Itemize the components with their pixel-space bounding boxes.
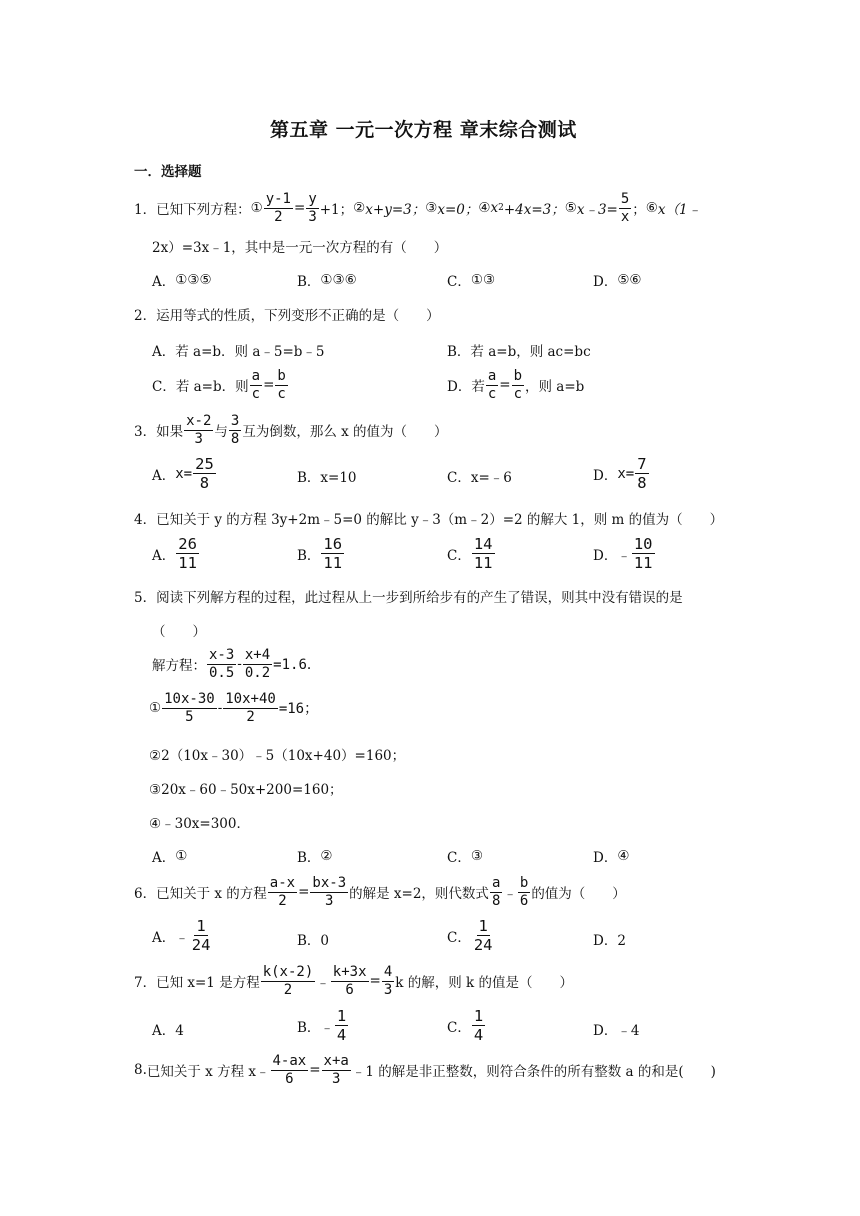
question-1-line-2: 2x）=3x﹣1，其中是一元一次方程的有（ ） [152, 240, 448, 256]
fraction: $\frac{1}{24}$ [191, 917, 211, 955]
expression-text: x [490, 200, 499, 217]
question-6-stem: 6． 已知关于 x 的方程 $\frac{a-x}{2}$ = $\frac{bx-3}{3}$ 的解是 x=2，则代数式 $\frac{a}{8}$ ﹣ $\frac{b}{6}$ 的值为（ ） [134, 875, 626, 909]
question-5-step-1: ① $\frac{10x-30}{5}$ - $\frac{10x+40}{2}$ =16； [149, 691, 319, 725]
fraction: $\frac{bx-3}{3}$ [312, 875, 347, 909]
item-index: ⑤ [564, 200, 577, 217]
fraction: $\frac{a-x}{2}$ [269, 875, 296, 909]
question-5-step-2: ②2（10x﹣30）﹣5（10x+40）=160； [149, 748, 406, 764]
question-2-option-b: B．若 a=b，则 ac=bc [447, 344, 591, 360]
fraction: $\frac{b}{c}$ [277, 368, 286, 402]
fraction: $\frac{3}{8}$ [230, 413, 240, 447]
fraction: $\frac{k+3x}{6}$ [332, 964, 367, 998]
question-6-number: 6． [134, 886, 157, 903]
question-2-number: 2． [134, 308, 157, 324]
fraction: $\frac{10x-30}{5}$ [164, 691, 215, 725]
fraction: $\frac{k(x-2)}{2}$ [262, 964, 314, 998]
question-4-option-b: B． $\frac{16}{11}$ [297, 535, 343, 573]
question-5-equation: 解方程： $\frac{x-3}{0.5}$ - $\frac{x+4}{0.2}$ =1.6． [152, 647, 321, 681]
question-5-text: 阅读下列解方程的过程，此过程从上一步到所给步有的产生了错误，则其中没有错误的是 [156, 590, 683, 606]
question-3-stem: 3． 如果 $\frac{x-2}{3}$ 与 $\frac{3}{8}$ 互为倒数，那么 x 的值为（ ） [134, 413, 448, 447]
question-3-option-a: A． x= $\frac{25}{8}$ [152, 455, 214, 493]
fraction: $\frac{26}{11}$ [178, 535, 197, 573]
question-7-number: 7． [134, 975, 157, 992]
fraction: $\frac{5}{x}$ [620, 191, 630, 225]
fraction: $\frac{16}{11}$ [323, 535, 343, 573]
question-3-number: 3． [134, 424, 157, 441]
expression-text: +1； [319, 202, 354, 219]
question-7-option-b: B． ﹣ $\frac{1}{4}$ [297, 1007, 347, 1045]
fraction: $\frac{b}{c}$ [513, 368, 523, 402]
item-index: ③ [425, 200, 438, 217]
fraction: $\frac{4-ax}{6}$ [272, 1053, 307, 1087]
fraction: $\frac{b}{6}$ [519, 875, 529, 909]
question-4-number: 4． [134, 512, 157, 528]
fraction: $\frac{10}{11}$ [633, 535, 653, 573]
question-4-text: 已知关于 y 的方程 3y+2m﹣5=0 的解比 y﹣3（m﹣2）=2 的解大 1，则 m 的值为（ ） [156, 512, 724, 528]
item-index: ④ [478, 200, 491, 217]
question-7-option-a: A．4 [152, 1023, 184, 1039]
item-index: ② [353, 200, 366, 217]
question-6-option-d: D．2 [593, 933, 626, 949]
question-5-step-4: ④﹣30x=300． [149, 816, 250, 832]
question-5-step-3: ③20x﹣60﹣50x+200=160； [149, 782, 343, 798]
fraction: $\frac{7}{8}$ [637, 455, 647, 493]
question-1-option-b: B． ①③⑥ [297, 272, 357, 290]
expression-text: ； [632, 202, 646, 219]
fraction: $\frac{1}{4}$ [336, 1007, 347, 1045]
question-7-option-d: D．﹣4 [593, 1023, 640, 1039]
fraction: $\frac{x+4}{0.2}$ [244, 647, 271, 681]
fraction: $\frac{25}{8}$ [195, 455, 214, 493]
expression-text: x+y=3； [365, 202, 426, 219]
item-index: ① [250, 200, 263, 217]
question-1-lead: 已知下列方程： [156, 202, 251, 219]
expression-text: x﹣3= [576, 202, 618, 219]
fraction: $\frac{y-1}{2}$ [265, 191, 291, 225]
question-5-answer-paren: （ ） [152, 624, 206, 640]
fraction: $\frac{10x+40}{2}$ [225, 691, 276, 725]
question-5-number: 5． [134, 590, 157, 606]
question-5-option-c: C． ③ [447, 848, 483, 866]
question-1-line-1 [134, 192, 701, 224]
exponent: 2 [498, 203, 504, 214]
question-2-option-c: C．若 a=b．则 $\frac{a}{c}$ = $\frac{b}{c}$ [152, 368, 286, 402]
question-7-stem: 7． 已知 x=1 是方程 $\frac{k(x-2)}{2}$ ﹣ $\frac{k+3x}{6}$ = $\frac{4}{3}$ k 的解，则 k 的值是（ ） [134, 964, 573, 998]
fraction: $\frac{14}{11}$ [473, 535, 493, 573]
fraction: $\frac{4}{3}$ [383, 964, 393, 998]
question-4-option-a: A． $\frac{26}{11}$ [152, 535, 197, 573]
question-4-stem [134, 508, 723, 528]
fraction: $\frac{a}{c}$ [251, 368, 261, 402]
fraction: $\frac{x-2}{3}$ [186, 413, 212, 447]
question-5-option-d: D． ④ [593, 848, 630, 866]
fraction: $\frac{a}{c}$ [487, 368, 497, 402]
question-1-option-d: D． ⑤⑥ [593, 272, 642, 290]
section-heading: 一．选择题 [134, 164, 202, 180]
question-3-option-d: D． x= $\frac{7}{8}$ [593, 455, 647, 493]
fraction: $\frac{x-3}{0.5}$ [209, 647, 235, 681]
question-4-option-d: D． ﹣ $\frac{10}{11}$ [593, 535, 653, 573]
question-6-option-a: A． ﹣ $\frac{1}{24}$ [152, 917, 211, 955]
question-1-option-c: C． ①③ [447, 272, 496, 290]
question-5-option-a: A． ① [152, 848, 188, 866]
expression-text: +4x=3； [503, 202, 565, 219]
question-3-option-b: B．x=10 [297, 470, 357, 486]
fraction: $\frac{1}{4}$ [473, 1007, 484, 1045]
question-5-stem [134, 586, 683, 606]
question-2-option-d: D．若 $\frac{a}{c}$ = $\frac{b}{c}$ ，则 a=b [447, 368, 585, 402]
question-8-stem: 8. 已知关于 x 方程 x﹣ $\frac{4-ax}{6}$ = $\frac{x+a}{3}$ ﹣1 的解是非正整数，则符合条件的所有整数 a 的和是( ) [134, 1053, 716, 1087]
question-6-option-c: C． $\frac{1}{24}$ [447, 917, 493, 955]
question-3-option-c: C．x=﹣6 [447, 470, 512, 486]
question-5-option-b: B． ② [297, 848, 333, 866]
fraction: $\frac{y}{3}$ [308, 191, 317, 225]
fraction: $\frac{1}{24}$ [473, 917, 493, 955]
expression-text: x（1﹣ [657, 202, 702, 219]
question-8-number: 8. [134, 1062, 147, 1079]
item-index: ⑥ [645, 200, 658, 217]
page-title: 第五章 一元一次方程 章末综合测试 [270, 119, 577, 141]
equals-sign: = [294, 200, 306, 217]
question-4-option-c: C． $\frac{14}{11}$ [447, 535, 493, 573]
question-6-option-b: B．0 [297, 933, 330, 949]
question-7-option-c: C． $\frac{1}{4}$ [447, 1007, 484, 1045]
expression-text: x=0； [437, 202, 479, 219]
fraction: $\frac{a}{8}$ [491, 875, 501, 909]
question-2-stem [134, 304, 440, 324]
fraction: $\frac{x+a}{3}$ [323, 1053, 349, 1087]
question-1-option-a: A． ①③⑤ [152, 272, 212, 290]
question-2-text: 运用等式的性质，下列变形不正确的是（ ） [156, 308, 440, 324]
question-2-option-a: A．若 a=b．则 a﹣5=b﹣5 [152, 344, 325, 360]
question-1-number: 1． [134, 202, 157, 219]
